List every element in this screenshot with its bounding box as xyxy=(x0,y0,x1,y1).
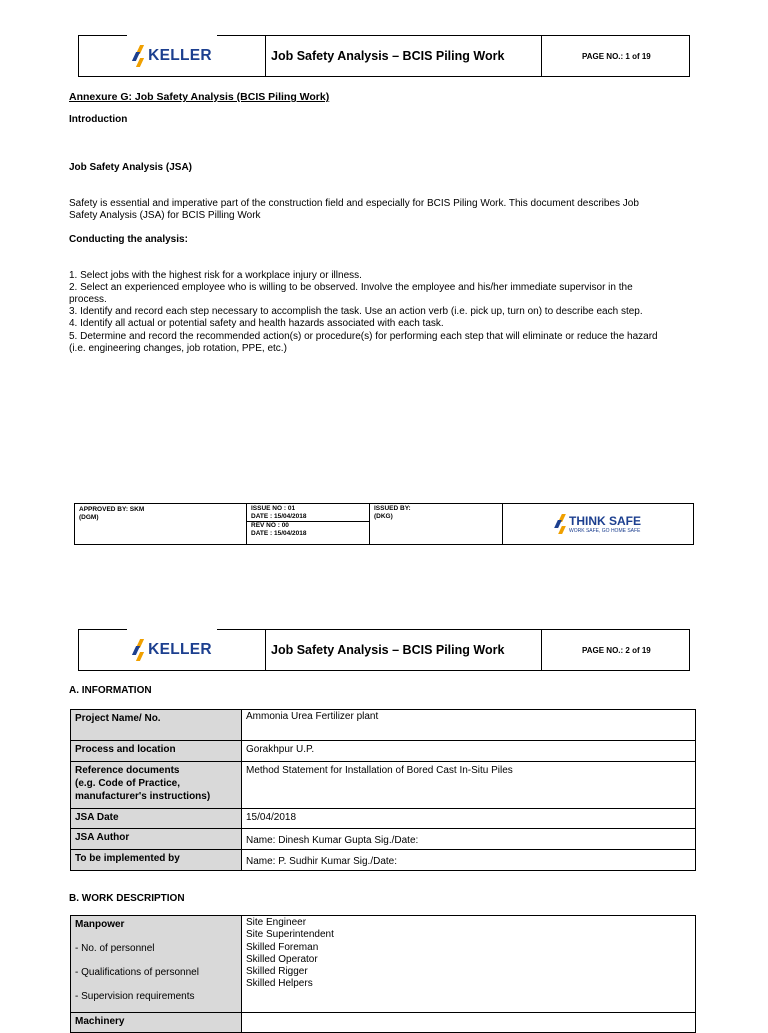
keller-logo xyxy=(132,45,212,67)
keller-logo-text: KELLER xyxy=(148,641,212,658)
step-line: 2. Select an experienced employee who is willing to be observed. Involve the employee and his/her immediate supervisor in the xyxy=(69,282,633,293)
page-number: PAGE NO.: 1 of 19 xyxy=(582,51,651,61)
manpower-cell xyxy=(71,916,242,1013)
info-value: Name: P. Sudhir Kumar Sig./Date: xyxy=(242,850,696,871)
step-line: (i.e. engineering changes, job rotation, PPE, etc.) xyxy=(69,343,287,354)
page-number: PAGE NO.: 2 of 19 xyxy=(582,645,651,655)
table-row xyxy=(71,1013,696,1033)
manpower-sub: - Supervision requirements xyxy=(75,991,195,1002)
info-label: JSA Author xyxy=(71,829,242,850)
table-row xyxy=(71,809,696,829)
header-logo-cell xyxy=(79,630,266,670)
issue-date: DATE : 15/04/2018 xyxy=(251,513,307,520)
think-safe-tagline: WORK SAFE, GO HOME SAFE xyxy=(569,527,641,534)
machinery-value xyxy=(242,1013,696,1033)
intro-paragraph-line1: Safety is essential and imperative part of the construction field and especially for BCIS Piling Work. This document describes Job xyxy=(69,198,639,209)
step-line: 1. Select jobs with the highest risk for a workplace injury or illness. xyxy=(69,270,362,281)
table-row xyxy=(71,850,696,871)
list-item: Site Superintendent xyxy=(246,929,334,941)
work-description-table xyxy=(70,915,696,1033)
issue-no: ISSUE NO : 01 xyxy=(251,505,296,512)
info-label: JSA Date xyxy=(71,809,242,829)
rev-no: REV NO : 00 xyxy=(247,521,369,530)
list-item: Site Engineer xyxy=(246,917,307,928)
information-table xyxy=(70,709,696,871)
approved-by: APPROVED BY: SKM xyxy=(79,506,145,513)
keller-logo xyxy=(132,639,212,661)
conducting-heading: Conducting the analysis: xyxy=(69,234,188,245)
section-a-heading: A. INFORMATION xyxy=(69,685,152,696)
jsa-heading: Job Safety Analysis (JSA) xyxy=(69,162,193,173)
header-logo-cell xyxy=(79,36,266,76)
header-title: Job Safety Analysis – BCIS Piling Work xyxy=(266,630,542,670)
approved-role: (DGM) xyxy=(79,514,99,521)
list-item: Skilled Foreman xyxy=(246,941,319,953)
step-line: 3. Identify and record each step necessary to accomplish the task. Use an action verb (i.e. pick up, turn on) to describe each step. xyxy=(69,306,643,317)
page1-header xyxy=(78,35,690,77)
keller-mark-icon xyxy=(132,639,144,661)
section-b-heading: B. WORK DESCRIPTION xyxy=(69,893,185,904)
info-label: Project Name/ No. xyxy=(71,710,242,741)
info-label: To be implemented by xyxy=(71,850,242,871)
info-value: Method Statement for Installation of Bored Cast In-Situ Piles xyxy=(242,762,696,809)
document-footer xyxy=(74,503,694,545)
step-line: 4. Identify all actual or potential safety and health hazards associated with each task. xyxy=(69,318,444,329)
info-value: Gorakhpur U.P. xyxy=(242,741,696,762)
manpower-sub: - Qualifications of personnel xyxy=(75,967,199,978)
think-safe-text: THINK SAFE xyxy=(569,513,641,528)
intro-paragraph-line2: Safety Analysis (JSA) for BCIS Pilling Work xyxy=(69,210,261,221)
introduction-heading: Introduction xyxy=(69,114,128,125)
list-item: Skilled Operator xyxy=(246,953,318,965)
info-value: Name: Dinesh Kumar Gupta Sig./Date: xyxy=(242,829,696,850)
info-value: Ammonia Urea Fertilizer plant xyxy=(242,710,696,741)
table-row xyxy=(71,741,696,762)
table-row xyxy=(71,916,696,1013)
keller-mark-icon xyxy=(132,45,144,67)
keller-logo-text: KELLER xyxy=(148,47,212,64)
manpower-sub: - No. of personnel xyxy=(75,943,155,954)
list-item: Skilled Helpers xyxy=(246,978,313,990)
issued-cell xyxy=(370,504,503,544)
info-value: 15/04/2018 xyxy=(242,809,696,829)
approved-cell xyxy=(75,504,247,544)
issued-by: ISSUED BY: xyxy=(374,505,411,512)
manpower-values xyxy=(242,916,696,1013)
think-safe-logo xyxy=(503,504,693,544)
table-row xyxy=(71,762,696,809)
manpower-label: Manpower xyxy=(75,919,125,930)
page2-header xyxy=(78,629,690,671)
header-title: Job Safety Analysis – BCIS Piling Work xyxy=(266,36,542,76)
step-line: 5. Determine and record the recommended action(s) or procedure(s) for performing each step that will eliminate or reduce the hazard xyxy=(69,331,658,342)
info-label: Process and location xyxy=(71,741,242,762)
step-line: process. xyxy=(69,294,107,305)
think-safe-mark-icon xyxy=(555,514,565,534)
info-label: Reference documents (e.g. Code of Practice, manufacturer's instructions) xyxy=(71,762,242,809)
annexure-title: Annexure G: Job Safety Analysis (BCIS Piling Work) xyxy=(69,91,330,103)
table-row xyxy=(71,829,696,850)
list-item: Skilled Rigger xyxy=(246,966,308,978)
machinery-label: Machinery xyxy=(71,1013,242,1033)
rev-date: DATE : 15/04/2018 xyxy=(251,530,307,537)
issue-cell xyxy=(247,504,370,544)
issued-by-code: (DKG) xyxy=(374,513,393,520)
table-row xyxy=(71,710,696,741)
